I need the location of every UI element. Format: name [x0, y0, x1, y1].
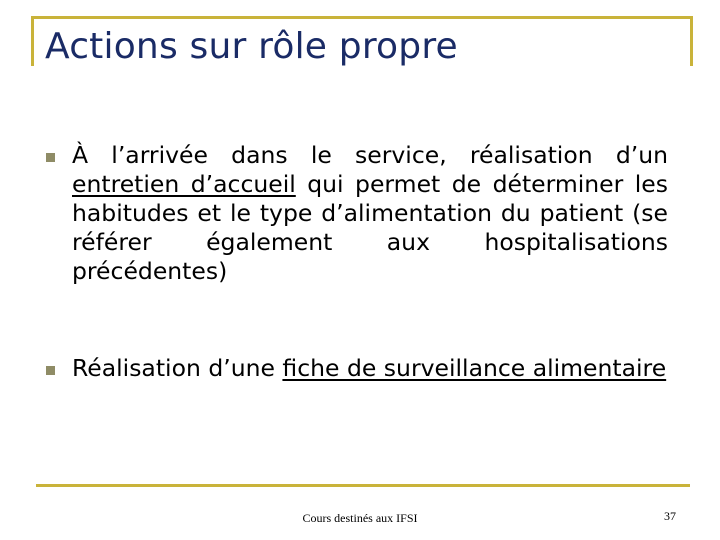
bullet-item-1-text-start: À l’arrivée dans le service, réalisation d’un [72, 141, 668, 169]
title-frame-left-line [31, 16, 34, 66]
bullet-item-1-underlined: entretien d’accueil [72, 170, 296, 198]
bullet-item-1 [72, 141, 668, 286]
footer-line [36, 484, 690, 487]
footer-text: Cours destinés aux IFSI [302, 511, 418, 525]
bullet-item-2-underlined: fiche de surveillance alimentaire [282, 354, 667, 382]
page-number: 37 [664, 509, 676, 523]
bullet-square-icon [46, 153, 55, 162]
title-frame-top-line [31, 16, 692, 19]
bullet-square-icon [46, 366, 55, 375]
bullet-item-1-text-end: qui permet de déterminer les habitudes et le type d’alimentation du patient (se référer également aux hospitalisations précédentes) [72, 170, 668, 285]
slide-title: Actions sur rôle propre [45, 26, 458, 67]
bullet-item-2 [72, 354, 668, 383]
bullet-item-2-text-start: Réalisation d’une [72, 354, 283, 382]
title-frame-right-line [690, 16, 693, 66]
